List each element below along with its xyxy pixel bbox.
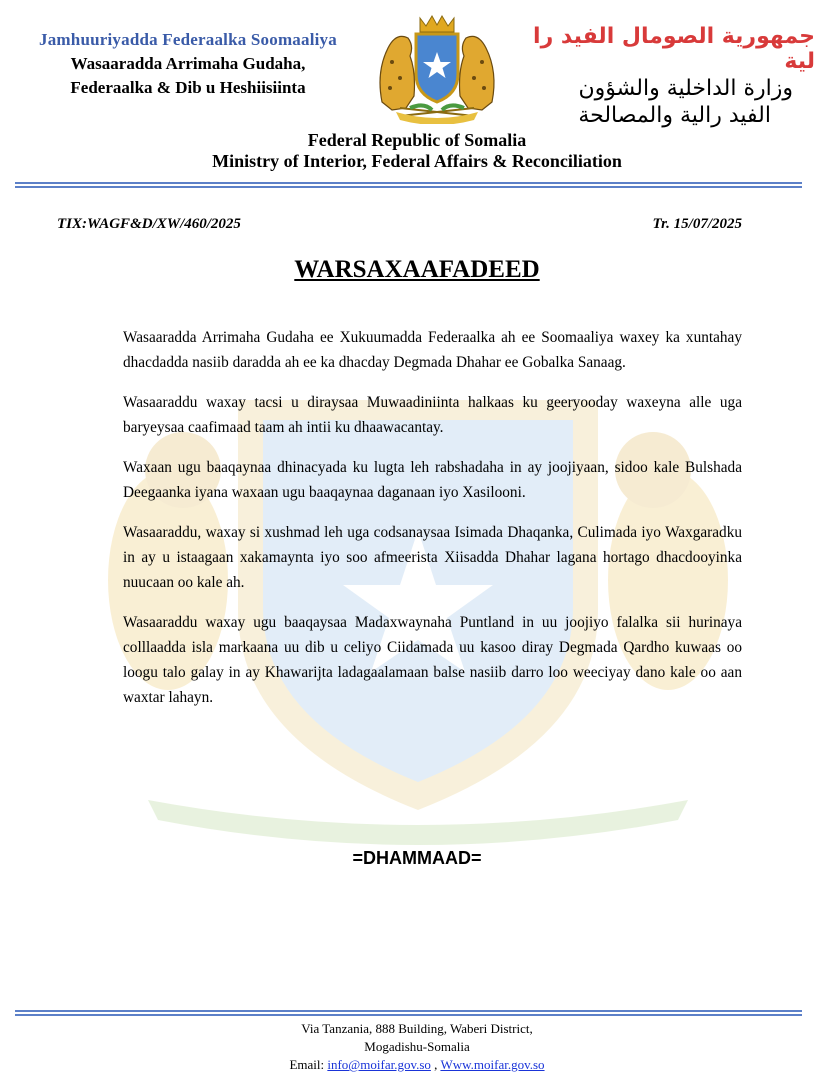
header-english-line1: Federal Republic of Somalia — [307, 130, 527, 150]
header-right-block — [515, 24, 815, 128]
header-left-block — [18, 30, 358, 98]
header-right-line1: جمهورية الصومال الفيد را لية — [533, 24, 815, 74]
footer-address-line1: Via Tanzania, 888 Building, Waberi District, — [301, 1021, 533, 1036]
email-link[interactable]: info@moifar.gov.so — [327, 1057, 431, 1072]
header-left-line3: Federaalka & Dib u Heshiisiinta — [70, 78, 306, 97]
paragraph: Waxaan ugu baaqaynaa dhinacyada ku lugta leh rabshadaha in ay joojiyaan, sidoo kale Bulshada Deegaanka iyana waxaan ugu baaqaynaa daganaan iyo Xasilooni. — [123, 459, 742, 501]
coat-of-arms-icon — [370, 12, 504, 124]
header-right-line2: وزارة الداخلية والشؤون — [578, 76, 793, 101]
document-closing: =DHAMMAAD= — [352, 848, 482, 868]
document-date: Tr. 15/07/2025 — [652, 216, 742, 232]
website-link[interactable]: Www.moifar.gov.so — [440, 1057, 545, 1072]
footer-email-label: Email: — [289, 1057, 328, 1072]
document-heading: WARSAXAAFADEED — [294, 256, 540, 283]
document-body — [123, 325, 742, 725]
header-left-line2: Wasaaradda Arrimaha Gudaha, — [70, 54, 306, 73]
footer-divider — [15, 1010, 802, 1018]
footer-contact — [0, 1056, 834, 1074]
header-left-line1: Jamhuuriyadda Federaalka Soomaaliya — [39, 30, 337, 49]
header-divider — [15, 182, 802, 190]
paragraph: Wasaaraddu waxay tacsi u diraysaa Muwaadiniinta halkaas ku geeryooday waxeyna alle uga baryeysaa caafimaad taam ah intii ku dhaawacantay. — [123, 394, 742, 436]
footer-block — [0, 1020, 834, 1074]
paragraph: Wasaaraddu waxay ugu baaqaysaa Madaxwaynaha Puntland in uu joojiyo falalka sii hurinaya colllaadda isla markaana uu dib u celiyo Ciidamada uu kasoo diray Degmada Qardho kuwaas oo loogu talo galay in ay Khawarijta ladagaalamaan balse nasiib darro loo weeciyay dano kale oo aan waxtar lahayn. — [123, 614, 742, 706]
reference-number: TIX:WAGF&D/XW/460/2025 — [57, 216, 241, 232]
paragraph: Wasaaradda Arrimaha Gudaha ee Xukuumadda Federaalka ah ee Soomaaliya waxey ka xuntahay dhacdadda nasiib daradda ah ee ka dhacday Degmada Dhahar ee Gobalka Sanaag. — [123, 329, 742, 371]
header-english-line2: Ministry of Interior, Federal Affairs & Reconciliation — [212, 151, 622, 171]
footer-address-line2: Mogadishu-Somalia — [364, 1039, 470, 1054]
footer-separator: , — [430, 1057, 441, 1072]
paragraph: Wasaaraddu, waxay si xushmad leh uga codsanaysaa Isimada Dhaqanka, Culimada iyo Waxgaradku in ay u istaagaan xakamaynta iyo soo afmeerista Xiisadda Dhahar lagana hortago dhacdooyinka nuucaan oo kale ah. — [123, 524, 742, 591]
header-right-line3: الفيد رالية والمصالحة — [578, 103, 771, 128]
